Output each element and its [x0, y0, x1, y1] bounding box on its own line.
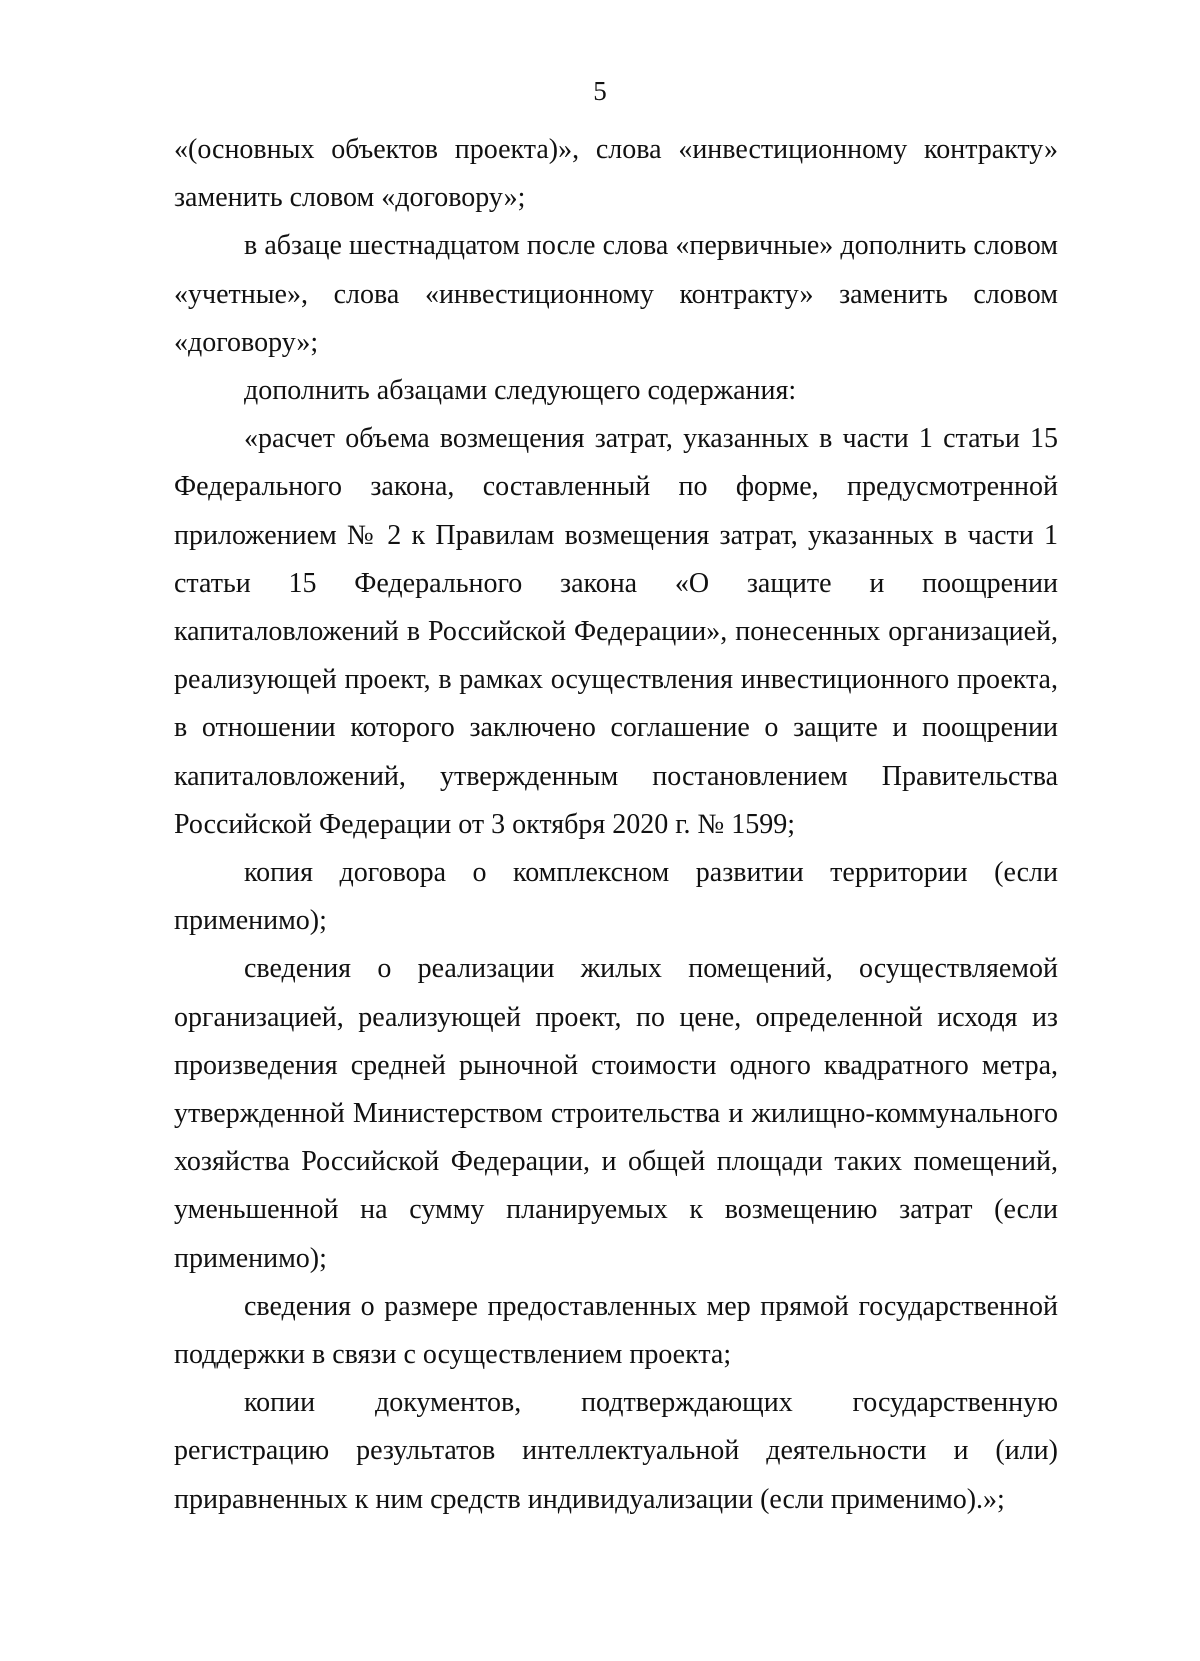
paragraph-cost-calculation: «расчет объема возмещения затрат, указанных в части 1 статьи 15 Федерального закона, составленный по форме, предусмотренной приложением № 2 к Правилам возмещения затрат, указанных в части 1 статьи 15 Федерального закона «О защите и поощрении капиталовложений в Российской Федерации», понесенных организацией, реализующей проект, в рамках осуществления инвестиционного проекта, в отношении которого заключено соглашение о защите и поощрении капиталовложений, утвержденным постановлением Правительства Российской Федерации от 3 октября 2020 г. № 1599;	[174, 423, 1058, 840]
paragraph-housing-sales: сведения о реализации жилых помещений, осуществляемой организацией, реализующей проект, по цене, определенной исходя из произведения средней рыночной стоимости одного квадратного метра, утвержденной Министерством строительства и жилищно-коммунального хозяйства Российской Федерации, и общей площади таких помещений, уменьшенной на сумму планируемых к возмещению затрат (если применимо);	[174, 953, 1058, 1274]
document-body	[174, 126, 1058, 1524]
paragraph-contract-copy: копия договора о комплексном развитии территории (если применимо);	[174, 857, 1058, 937]
paragraph-continuation: «(основных объектов проекта)», слова «инвестиционному контракту» заменить словом «договору»;	[174, 134, 1058, 214]
page-number: 5	[593, 76, 607, 106]
paragraph-supplement-intro: дополнить абзацами следующего содержания:	[244, 375, 797, 407]
paragraph-abzac-16: в абзаце шестнадцатом после слова «первичные» дополнить словом «учетные», слова «инвестиционному контракту» заменить словом «договору»;	[174, 230, 1058, 358]
paragraph-ip-registration: копии документов, подтверждающих государственную регистрацию результатов интеллектуальной деятельности и (или) приравненных к ним средств индивидуализации (если применимо).»;	[174, 1387, 1058, 1515]
paragraph-state-support: сведения о размере предоставленных мер прямой государственной поддержки в связи с осуществлением проекта;	[174, 1290, 1058, 1371]
